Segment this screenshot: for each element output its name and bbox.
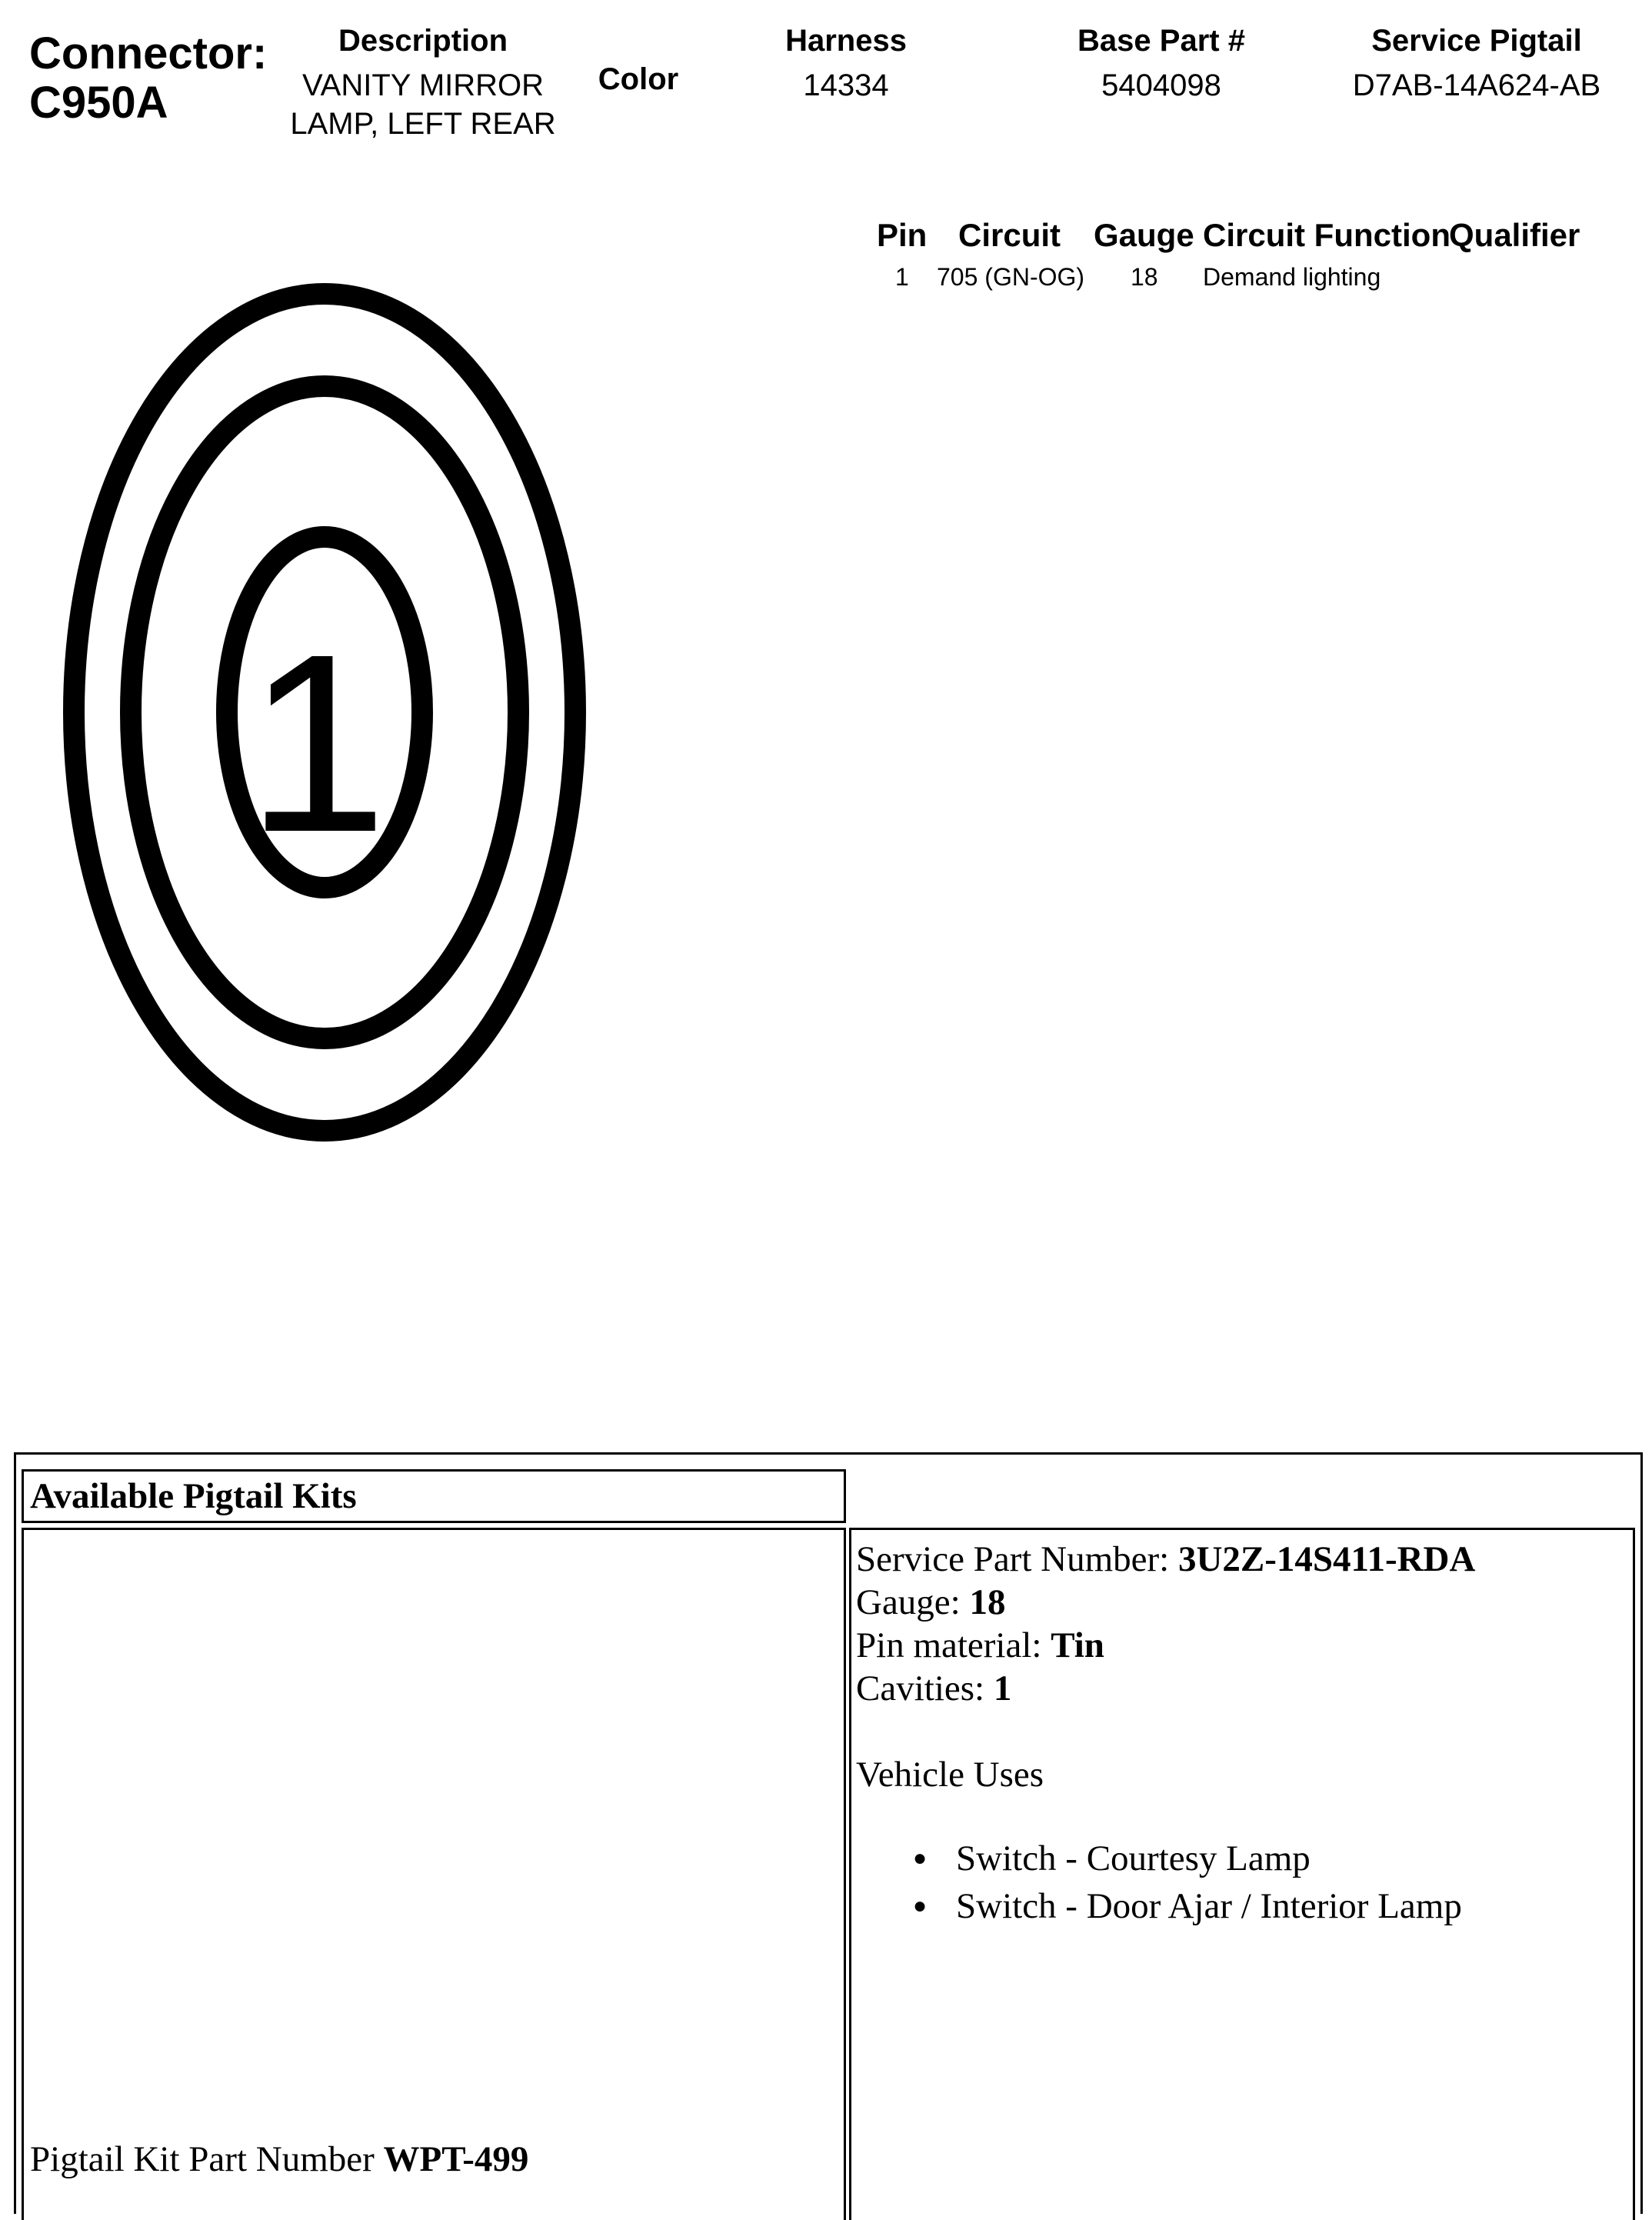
- connector-id: C950A: [29, 78, 168, 128]
- pin-material-line: [856, 1624, 1475, 1667]
- pigtail-kit-part-number: [30, 2138, 528, 2181]
- description-column: [261, 22, 585, 143]
- service-pigtail-column: [1323, 22, 1630, 105]
- circuit-header: Circuit: [958, 217, 1061, 253]
- list-item: ● Switch - Door Ajar / Interior Lamp: [913, 1882, 1475, 1930]
- cavities-line: [856, 1667, 1475, 1710]
- connector-label: Connector:: [29, 28, 268, 78]
- circuit-function-header: Circuit Function: [1203, 217, 1450, 253]
- base-part-column: [1046, 22, 1277, 105]
- pin-cell: 1: [895, 263, 909, 291]
- service-part-number-line: [856, 1538, 1475, 1581]
- service-part-label: Service Part Number:: [856, 1539, 1178, 1579]
- description-line1: VANITY MIRROR: [301, 68, 545, 102]
- description-title: Description: [338, 24, 508, 58]
- base-part-value: 5404098: [1101, 68, 1221, 102]
- base-part-title: Base Part #: [1077, 24, 1245, 58]
- qualifier-header: Qualifier: [1449, 217, 1580, 253]
- service-pigtail-value: D7AB-14A624-AB: [1352, 68, 1601, 102]
- cavities-label: Cavities:: [856, 1668, 994, 1708]
- pigtail-kits-title: Available Pigtail Kits: [30, 1476, 357, 1516]
- connector-face-diagram: [62, 277, 600, 1154]
- gauge-label: Gauge:: [856, 1582, 970, 1622]
- pin-material-value: Tin: [1051, 1625, 1104, 1665]
- kit-part-value: WPT-499: [383, 2139, 529, 2179]
- color-title: Color: [598, 62, 679, 96]
- pigtail-details: [856, 1538, 1475, 1930]
- harness-title: Harness: [785, 24, 907, 58]
- service-part-value: 3U2Z-14S411-RDA: [1177, 1539, 1476, 1579]
- vehicle-uses-label: Vehicle Uses: [856, 1755, 1044, 1795]
- gauge-cell: 18: [1131, 263, 1158, 291]
- harness-column: [738, 22, 954, 105]
- pigtail-kits-title-box: [22, 1469, 846, 1523]
- gauge-line: [856, 1581, 1475, 1624]
- circuit-cell: 705 (GN-OG): [937, 263, 1085, 291]
- connector-label-block: [29, 29, 267, 128]
- list-item: ● Switch - Courtesy Lamp: [913, 1835, 1475, 1882]
- pigtail-image-panel: [22, 1528, 846, 2220]
- pin-number-label: 1: [246, 601, 388, 885]
- service-pigtail-title: Service Pigtail: [1371, 24, 1582, 58]
- harness-value: 14334: [803, 68, 889, 102]
- color-column: [585, 60, 692, 98]
- vehicle-uses-list: [913, 1835, 1475, 1930]
- description-line2: LAMP, LEFT REAR: [290, 107, 556, 141]
- gauge-value: 18: [969, 1582, 1006, 1622]
- gauge-header: Gauge: [1094, 217, 1194, 253]
- pigtail-details-panel: [849, 1528, 1635, 2220]
- pin-header: Pin: [877, 217, 928, 253]
- function-cell: Demand lighting: [1203, 263, 1381, 291]
- pin-material-label: Pin material:: [856, 1625, 1051, 1665]
- cavities-value: 1: [993, 1668, 1012, 1708]
- kit-part-label: Pigtail Kit Part Number: [30, 2139, 384, 2179]
